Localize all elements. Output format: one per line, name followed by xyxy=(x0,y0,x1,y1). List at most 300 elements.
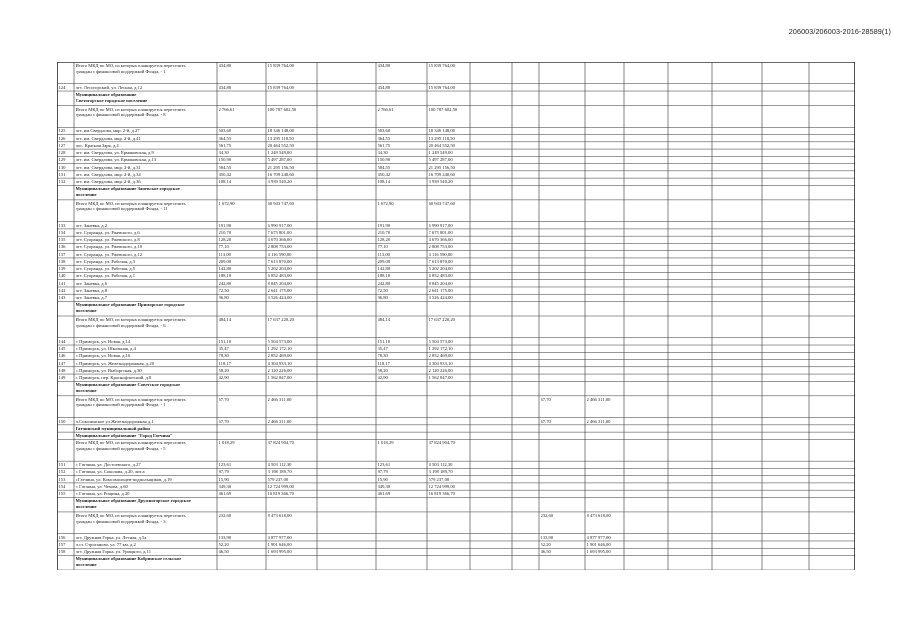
cost-stage-cell: 15 839 764,00 xyxy=(428,63,455,68)
row-number: 127 xyxy=(58,142,66,148)
address-cell: Гатчинский муниципальный район xyxy=(75,425,150,431)
row-number: 132 xyxy=(58,179,66,185)
area-total-cell: 209,00 xyxy=(218,258,232,264)
row-number: 151 xyxy=(58,462,66,468)
area-later-cell: 133,90 xyxy=(540,534,554,540)
area-total-cell: 123,61 xyxy=(218,462,232,468)
area-stage-cell: 503,60 xyxy=(377,128,391,134)
cost-total-cell: 1 249 549,00 xyxy=(267,150,292,156)
area-total-cell: 210,70 xyxy=(218,229,232,235)
cost-stage-cell: 13 295 118,50 xyxy=(428,135,455,141)
table-row xyxy=(57,142,855,149)
area-stage-cell: 210,70 xyxy=(377,229,391,235)
area-total-cell: 133,90 xyxy=(218,534,232,540)
cost-stage-cell: 21 295 156,50 xyxy=(428,164,455,170)
cost-stage-cell: 3 939 540,20 xyxy=(428,179,453,185)
address-cell: Муниципальное образование Светогорское городское поселение xyxy=(75,92,148,103)
area-stage-cell xyxy=(378,397,427,418)
cost-total-cell: 5 504 573,00 xyxy=(267,338,292,344)
cost-later-cell: 1 693 995,00 xyxy=(586,549,611,555)
cost-stage-cell: 2 808 753,00 xyxy=(428,244,453,250)
table-row xyxy=(57,222,855,229)
cost-total-cell: 6 990 917,00 xyxy=(267,222,292,228)
area-stage-cell: 78,30 xyxy=(377,353,388,359)
area-stage-cell: 123,61 xyxy=(377,462,391,468)
cost-stage-cell: 6 990 917,00 xyxy=(428,222,453,228)
address-cell: п.Соколинское ул.Железнодорожная д.1 xyxy=(75,418,154,424)
area-stage-cell: 561,75 xyxy=(377,142,391,148)
cost-stage-cell: 4 304 933,10 xyxy=(428,360,453,366)
cost-total-cell: 2 120 226,00 xyxy=(267,367,292,373)
table-row xyxy=(57,258,855,265)
row-number xyxy=(59,107,74,128)
address-cell: г.Гатчина, ул. Комсомольцев-подпольщиков, д.19 xyxy=(75,476,172,482)
area-total-cell: 584,55 xyxy=(218,164,232,170)
area-stage-cell: 2 766,61 xyxy=(377,106,394,112)
row-number xyxy=(59,201,74,222)
address-cell: пгт. Заневка, д.7 xyxy=(75,295,108,301)
area-later-cell xyxy=(541,107,585,128)
area-total-cell: 142,80 xyxy=(218,266,232,272)
area-total-cell: 191,90 xyxy=(218,222,232,228)
area-total-cell: 1 672,90 xyxy=(218,200,235,206)
cost-later-cell: 2 466 311,00 xyxy=(586,418,611,424)
row-number: 148 xyxy=(58,367,66,373)
area-total-cell: 35,47 xyxy=(218,346,229,352)
table-row xyxy=(57,135,855,142)
cost-stage-cell xyxy=(429,513,470,534)
address-cell: Итого МКД по МО, из которых планируется переселить граждан с финансовой поддержкой Фонда, - 6 xyxy=(75,317,186,328)
area-stage-cell: 242,80 xyxy=(377,280,391,286)
cost-stage-cell: 4 503 112,30 xyxy=(428,462,453,468)
subtotal-row xyxy=(57,439,855,461)
area-total-cell: 67,70 xyxy=(218,418,229,424)
row-number: 136 xyxy=(58,244,66,250)
table-row xyxy=(57,352,855,359)
area-total-cell: 128,20 xyxy=(218,237,232,243)
area-total-cell: 364,55 xyxy=(218,135,232,141)
address-cell: Итого МКД по МО, из которых планируется переселить граждан с финансовой поддержкой Фонда, - 3 xyxy=(75,512,186,524)
row-number xyxy=(59,397,74,418)
area-total-cell: 151,10 xyxy=(218,338,232,344)
area-stage-cell xyxy=(378,513,427,534)
cost-stage-cell: 18 346 148,00 xyxy=(428,128,455,134)
cost-total-cell: 2 466 311,00 xyxy=(267,418,292,424)
row-number: 139 xyxy=(58,266,66,272)
table-row xyxy=(57,548,855,555)
table-row xyxy=(57,541,855,548)
row-number: 126 xyxy=(58,135,66,141)
cost-total-cell: 16 819 366,70 xyxy=(267,491,294,497)
area-stage-cell: 461,69 xyxy=(377,491,391,497)
row-number xyxy=(59,513,74,534)
area-total-cell: 232,60 xyxy=(218,512,232,518)
cost-total-cell: 7 613 870,00 xyxy=(267,258,292,264)
address-cell: г. Приморск, ул. Новая, д.14 xyxy=(75,338,131,344)
cost-total-cell: 5 497 287,00 xyxy=(267,157,292,163)
cost-total-cell: 4 503 112,30 xyxy=(267,462,292,468)
cost-total-cell: 7 675 801,00 xyxy=(267,229,292,235)
cost-stage-cell: 16 709 240,60 xyxy=(428,171,455,177)
cost-total-cell: 579 237,00 xyxy=(267,476,289,482)
cost-total-cell: 60 943 747,60 xyxy=(267,200,294,206)
row-number xyxy=(59,498,74,512)
address-cell: пгт. Суоранда, ул. Рабочая, д.3 xyxy=(75,258,136,264)
area-total-cell: 77,10 xyxy=(218,244,229,250)
municipality-header-row xyxy=(57,381,855,396)
area-total-cell: 188,10 xyxy=(218,273,232,279)
area-stage-cell: 128,20 xyxy=(377,237,391,243)
area-stage-cell: 108,14 xyxy=(377,179,391,185)
area-stage-cell: 150,90 xyxy=(377,157,391,163)
address-cell: г. Гатчина, ул. Соколова, д.20, лит.а xyxy=(75,469,145,475)
cost-total-cell: 2 466 311,00 xyxy=(267,396,292,402)
cost-stage-cell: 1 562 847,00 xyxy=(428,375,453,381)
cost-later-cell xyxy=(587,107,624,128)
address-cell: пгт. им. Свердлова, ул. Ермаковская, д.9 xyxy=(75,150,154,156)
area-total-cell: 2 766,61 xyxy=(218,106,235,112)
table-row xyxy=(57,164,855,171)
cost-total-cell: 8 473 618,00 xyxy=(267,512,292,518)
address-cell: пгт. Суоранда, ул. Ржевского, д.10 xyxy=(75,244,143,250)
cost-total-cell: 1 693 995,00 xyxy=(267,549,292,555)
cost-total-cell: 3 198 189,70 xyxy=(267,469,292,475)
area-stage-cell: 1 018,29 xyxy=(377,440,394,446)
area-total-cell: 15,90 xyxy=(218,476,229,482)
table-row xyxy=(57,476,855,483)
table-row xyxy=(57,461,855,468)
area-later-cell xyxy=(541,317,585,338)
address-cell: пгт. Лесогорский, ул. Лесная, д.12 xyxy=(75,84,143,90)
row-number: 140 xyxy=(58,273,66,279)
table-row xyxy=(57,345,855,352)
row-number: 154 xyxy=(58,483,66,489)
cost-later-cell xyxy=(587,440,624,461)
municipality-header-row xyxy=(57,555,855,570)
address-cell: г. Гатчина, ул. Рощина, д.20 xyxy=(75,491,130,497)
address-cell: г. Приморск, ул. Школьная, д.4 xyxy=(75,346,136,352)
municipality-header-row xyxy=(57,301,855,316)
area-later-cell: 232,60 xyxy=(540,512,554,518)
row-number xyxy=(59,186,74,200)
cost-stage-cell: 2 641 175,00 xyxy=(428,287,453,293)
address-cell: пгт. Суоранда, ул. Ржевского, д.6 xyxy=(75,229,140,235)
cost-total-cell: 4 116 590,00 xyxy=(267,251,292,257)
area-total-cell: 503,60 xyxy=(218,128,232,134)
row-number: 134 xyxy=(58,229,66,235)
cost-stage-cell: 3 198 189,70 xyxy=(428,469,453,475)
municipality-header-row xyxy=(57,432,855,439)
row-number: 128 xyxy=(58,150,66,156)
cost-stage-cell: 15 839 764,00 xyxy=(428,84,455,90)
table-row xyxy=(57,294,855,301)
area-stage-cell: 118,17 xyxy=(377,360,390,366)
row-number: 129 xyxy=(58,157,66,163)
address-cell: Итого МКД по МО, из которых планируется переселить граждан с финансовой поддержкой Фонда, - 1 xyxy=(75,63,186,74)
row-number: 152 xyxy=(58,469,66,475)
address-cell: г. Приморск, пер. Краснофлотский, д.8 xyxy=(75,375,152,381)
area-stage-cell: 87,79 xyxy=(377,469,388,475)
cost-later-cell: 4 877 977,00 xyxy=(586,534,611,540)
address-cell: пгт. Суоранда, ул. Рабочая, д.1 xyxy=(75,273,136,279)
address-cell: пгт. Дружная Горка, ул. Лесная, д.5а xyxy=(75,534,147,540)
table-row xyxy=(57,243,855,250)
area-stage-cell: 349,30 xyxy=(377,483,391,489)
table-row xyxy=(57,229,855,236)
area-total-cell: 434,80 xyxy=(218,84,232,90)
area-total-cell: 52,20 xyxy=(218,541,229,547)
address-cell: пгт. Дружная Горка, ул. Урицкого, д.11 xyxy=(75,549,151,555)
area-total-cell: 461,69 xyxy=(218,491,232,497)
area-stage-cell: 35,47 xyxy=(377,346,388,352)
address-cell: пгт. им. Свердлова, мкр. 2-й, д.36 xyxy=(75,179,141,185)
address-cell: г. Гатчина, ул. Чехова, д.60 xyxy=(75,483,128,489)
cost-total-cell: 2 808 753,00 xyxy=(267,244,292,250)
area-stage-cell: 188,10 xyxy=(377,273,391,279)
row-number: 133 xyxy=(58,222,66,228)
row-number: 147 xyxy=(58,360,66,366)
table-row xyxy=(57,272,855,279)
address-cell: пгт. им. Свердлова, ул. Ермаковская, д.13 xyxy=(75,157,157,163)
area-later-cell: 52,20 xyxy=(540,541,551,547)
cost-stage-cell: 5 504 573,00 xyxy=(428,338,453,344)
table-row xyxy=(57,178,855,185)
area-stage-cell: 42,90 xyxy=(377,375,388,381)
cost-total-cell: 15 839 764,00 xyxy=(267,84,294,90)
address-cell: п.ст. Строганово, ул. 77 км, д.2 xyxy=(75,541,136,547)
table-row xyxy=(57,483,855,490)
cost-stage-cell: 20 464 552,50 xyxy=(428,142,455,148)
address-cell: пгт. Заневка, д.6 xyxy=(75,280,108,286)
address-cell: г. Приморск, ул. Новая, д.16 xyxy=(75,353,131,359)
table-row xyxy=(57,127,855,134)
cost-later-cell: 1 901 646,00 xyxy=(586,541,611,547)
address-cell: Итого МКД по МО, из которых планируется переселить граждан с финансовой поддержкой Фонда, - 1 xyxy=(75,396,186,408)
row-number: 146 xyxy=(58,353,66,359)
cost-stage-cell xyxy=(429,397,470,418)
municipality-header-row xyxy=(57,425,855,432)
cost-total-cell: 16 709 240,60 xyxy=(267,171,294,177)
area-total-cell: 108,14 xyxy=(218,179,232,185)
municipality-header-row xyxy=(57,497,855,512)
address-cell: пгт. Заневка, д.8 xyxy=(75,287,108,293)
row-number xyxy=(59,556,74,570)
row-number: 145 xyxy=(58,346,66,352)
cost-total-cell: 20 464 552,50 xyxy=(267,142,294,148)
area-total-cell: 450,42 xyxy=(218,171,232,177)
table-row xyxy=(57,149,855,156)
cost-later-cell: 8 473 618,00 xyxy=(586,512,611,518)
area-total-cell: 113,00 xyxy=(218,251,231,257)
cost-total-cell: 2 852 469,00 xyxy=(267,353,292,359)
cost-stage-cell: 1 292 172,10 xyxy=(428,346,453,352)
area-later-cell xyxy=(541,440,585,461)
address-cell: Муниципальное образование Дружногорское городское поселение xyxy=(75,498,191,510)
area-later-cell: 46,50 xyxy=(540,549,551,555)
row-number: 124 xyxy=(58,84,66,90)
address-cell: пос. Красная Заря, д.4 xyxy=(75,142,119,148)
row-number: 153 xyxy=(58,476,66,482)
cost-stage-cell: 16 819 366,70 xyxy=(428,491,455,497)
cost-total-cell: 4 877 977,00 xyxy=(267,534,292,540)
table-row xyxy=(57,360,855,367)
address-cell: пгт. Суоранда, ул. Рабочая, д.5 xyxy=(75,266,136,272)
address-cell: Муниципальное образование Заневское городское поселение xyxy=(75,186,180,197)
area-total-cell: 34,30 xyxy=(218,150,229,156)
area-total-cell: 42,90 xyxy=(218,375,229,381)
table-row xyxy=(57,171,855,178)
cost-stage-cell: 100 787 602,50 xyxy=(428,106,458,112)
cost-total-cell: 37 824 904,70 xyxy=(267,440,294,446)
cost-total-cell: 8 845 204,00 xyxy=(267,280,292,286)
area-stage-cell: 364,55 xyxy=(377,135,391,141)
cost-stage-cell: 8 845 204,00 xyxy=(428,280,453,286)
cost-stage-cell: 5 497 287,00 xyxy=(428,157,453,163)
cost-stage-cell: 17 637 220,20 xyxy=(428,317,455,322)
cost-stage-cell: 60 943 747,60 xyxy=(428,200,455,206)
cost-total-cell: 3 526 424,00 xyxy=(267,295,292,301)
address-cell: г. Гатчина, ул. Достоевского, д.27 xyxy=(75,462,141,468)
cost-stage-cell: 1 249 549,00 xyxy=(428,150,453,156)
address-cell: пгт. Суоранда, ул. Ржевского, д.8 xyxy=(75,237,140,243)
row-number: 142 xyxy=(58,287,66,293)
cost-total-cell: 21 295 156,50 xyxy=(267,164,294,170)
area-total-cell: 150,90 xyxy=(218,157,232,163)
row-number: 131 xyxy=(58,171,66,177)
area-stage-cell: 191,90 xyxy=(377,222,391,228)
table-row xyxy=(57,280,855,287)
row-number: 137 xyxy=(58,251,66,257)
cost-stage-cell: 5 202 204,00 xyxy=(428,266,453,272)
table-row xyxy=(57,84,855,91)
area-stage-cell: 151,10 xyxy=(377,338,391,344)
row-number: 157 xyxy=(58,541,66,547)
row-number: 149 xyxy=(58,375,66,381)
area-stage-cell: 434,80 xyxy=(377,63,391,68)
area-later-cell: 67,70 xyxy=(540,418,551,424)
address-cell: г. Приморск, ул. Выборгская, д.30 xyxy=(75,367,142,373)
cost-total-cell: 1 901 646,00 xyxy=(267,541,292,547)
cost-stage-cell: 2 852 469,00 xyxy=(428,353,453,359)
subtotal-row xyxy=(57,200,855,222)
address-cell: пгт. им. Свердлова, мкр. 2-й, д.31 xyxy=(75,164,141,170)
area-total-cell: 242,80 xyxy=(218,280,232,286)
row-number: 144 xyxy=(58,338,66,344)
row-number xyxy=(59,440,74,461)
area-stage-cell: 450,42 xyxy=(377,171,391,177)
table-row xyxy=(57,251,855,258)
row-number xyxy=(59,317,74,338)
area-stage-cell: 96,80 xyxy=(377,295,388,301)
table-row xyxy=(57,265,855,272)
cost-stage-cell: 37 824 904,70 xyxy=(428,440,455,446)
cost-stage-cell: 6 852 483,00 xyxy=(428,273,453,279)
row-number xyxy=(59,92,74,106)
address-cell: Муниципальное образование "Город Гатчина" xyxy=(75,433,173,439)
address-cell: пгт. им. Свердлова, мкр. 2-й, д.41 xyxy=(75,135,141,141)
row-number xyxy=(59,63,74,84)
cost-stage-cell: 7 675 801,00 xyxy=(428,229,453,235)
row-number: 155 xyxy=(58,491,66,497)
cost-total-cell: 1 292 172,10 xyxy=(267,346,292,352)
document-id: 206003/206003-2016-28589(1) xyxy=(788,27,891,36)
cost-total-cell: 12 724 999,00 xyxy=(267,483,294,489)
cost-stage-cell: 12 724 999,00 xyxy=(428,483,455,489)
cost-stage-cell: 2 120 226,00 xyxy=(428,367,453,373)
cost-total-cell: 4 304 933,10 xyxy=(267,360,292,366)
table-row xyxy=(57,490,855,497)
area-stage-cell: 72,50 xyxy=(377,287,388,293)
table-row xyxy=(57,236,855,243)
row-number: 156 xyxy=(58,534,66,540)
row-number: 158 xyxy=(58,549,66,555)
cost-total-cell: 3 939 540,20 xyxy=(267,179,292,185)
cost-total-cell: 5 202 204,00 xyxy=(267,266,292,272)
area-stage-cell: 113,00 xyxy=(377,251,390,257)
address-cell: Муниципальное образование Советское городское поселение xyxy=(75,382,181,393)
table-row xyxy=(57,338,855,345)
address-cell: пгт. им.Свердлова, мкр. 2-й, д.27 xyxy=(75,128,140,134)
address-cell: пгт. Суоранда, ул. Ржевского, д.12 xyxy=(75,251,143,257)
row-number: 125 xyxy=(58,128,66,134)
area-total-cell: 349,30 xyxy=(218,483,232,489)
table-row xyxy=(57,534,855,541)
table-row xyxy=(57,287,855,294)
cost-stage-cell: 7 613 870,00 xyxy=(428,258,453,264)
row-number: 141 xyxy=(58,280,66,286)
area-total-cell: 434,80 xyxy=(218,63,232,68)
area-stage-cell: 142,80 xyxy=(377,266,391,272)
cost-later-cell xyxy=(587,317,624,338)
area-stage-cell: 1 672,90 xyxy=(377,200,394,206)
cost-later-cell xyxy=(587,63,624,84)
area-total-cell: 46,50 xyxy=(218,549,229,555)
municipality-header-row xyxy=(57,185,855,200)
row-number: 135 xyxy=(58,237,66,243)
address-cell: Муниципальное образование Приморское городское поселение xyxy=(75,302,185,314)
cost-total-cell: 6 852 483,00 xyxy=(267,273,292,279)
area-stage-cell: 584,55 xyxy=(377,164,391,170)
address-cell: Итого МКД по МО, из которых планируется переселить граждан с финансовой поддержкой Фонда, - 5 xyxy=(75,440,186,451)
table-row xyxy=(57,468,855,475)
address-cell: пгт. Заневка, д.2 xyxy=(75,222,108,228)
address-cell: пгт. им. Свердлова, мкр. 2-й, д.34 xyxy=(75,171,141,177)
table-row xyxy=(57,418,855,425)
row-number: 138 xyxy=(58,258,66,264)
row-number: 130 xyxy=(58,164,66,170)
cost-total-cell: 17 637 220,20 xyxy=(267,317,294,322)
cost-total-cell: 15 839 764,00 xyxy=(267,63,294,68)
housing-relocation-table xyxy=(57,62,855,570)
row-number: 150 xyxy=(58,418,66,424)
row-number xyxy=(59,382,74,396)
area-stage-cell: 434,80 xyxy=(377,84,391,90)
area-total-cell: 561,75 xyxy=(218,142,232,148)
table-row xyxy=(57,367,855,374)
area-total-cell: 58,20 xyxy=(218,367,229,373)
cost-total-cell: 4 670 366,00 xyxy=(267,237,292,243)
cost-stage-cell: 4 116 590,00 xyxy=(428,251,453,257)
subtotal-row xyxy=(57,396,855,418)
area-later-cell: 67,70 xyxy=(540,396,551,402)
row-number xyxy=(59,302,74,316)
area-stage-cell: 58,20 xyxy=(377,367,388,373)
area-total-cell: 87,79 xyxy=(218,469,229,475)
area-total-cell: 1 018,29 xyxy=(218,440,235,446)
table-row xyxy=(57,156,855,163)
address-cell: Итого МКД по МО, из которых планируется переселить граждан с финансовой поддержкой Фонда, - 8 xyxy=(75,106,186,118)
cost-stage-cell: 3 526 424,00 xyxy=(428,295,453,301)
